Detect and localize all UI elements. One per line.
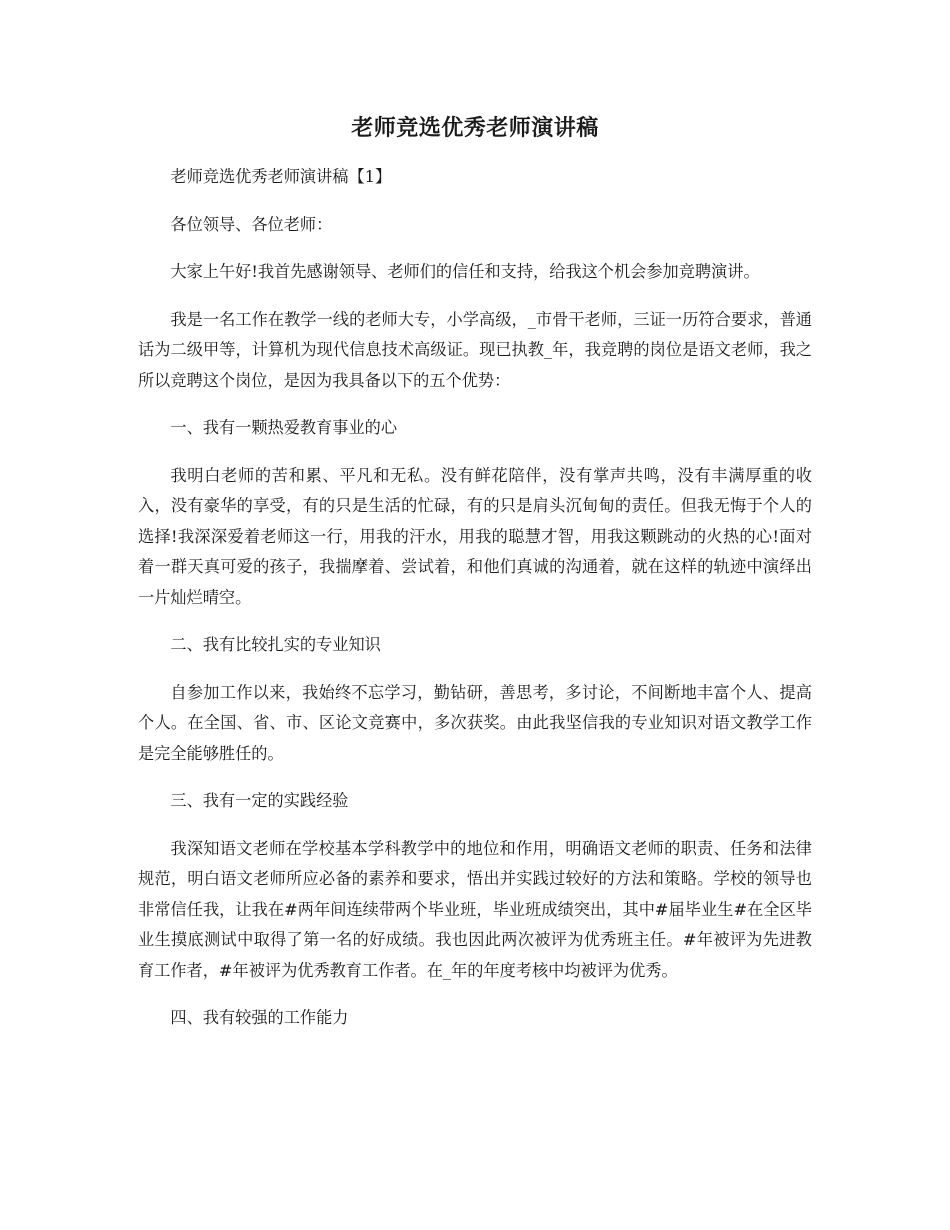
section-heading-2: 二、我有比较扎实的专业知识 (170, 635, 381, 654)
section-heading-3: 三、我有一定的实践经验 (170, 791, 349, 810)
section-body-1: 我明白老师的苦和累、平凡和无私。没有鲜花陪伴，没有掌声共鸣，没有丰满厚重的收入，没有豪华的享受，有的只是生活的忙碌，有的只是肩头沉甸甸的责任。但我无悔于个人的选择!我深深爱着老师这一行，用我的汗水，用我的聪慧才智，用我这颗跳动的火热的心!面对着一群天真可爱的孩子，我揣摩着、尝试着，和他们真诚的沟通着，就在这样的轨迹中演绎出一片灿烂晴空。 (138, 465, 812, 607)
document-page (138, 112, 812, 1051)
salutation-paragraph: 各位领导、各位老师： (170, 214, 333, 234)
section-heading-4: 四、我有较强的工作能力 (170, 1008, 349, 1027)
section-body-3: 我深知语文老师在学校基本学科教学中的地位和作用，明确语文老师的职责、任务和法律规范，明白语文老师所应必备的素养和要求，悟出并实践过较好的方法和策略。学校的领导也非常信任我，让我在#两年间连续带两个毕业班，毕业班成绩突出，其中#届毕业生#在全区毕业生摸底测试中取得了第一名的好成绩。我也因此两次被评为优秀班主任。#年被评为先进教育工作者，#年被评为优秀教育工作者。在_年的年度考核中均被评为优秀。 (138, 838, 812, 980)
intro-paragraph: 我是一名工作在教学一线的老师大专，小学高级，_市骨干老师，三证一历符合要求，普通话为二级甲等，计算机为现代信息技术高级证。现已执教_年，我竞聘的岗位是语文老师，我之所以竞聘这个岗位，是因为我具备以下的五个优势： (138, 309, 812, 390)
greeting-paragraph: 大家上午好!我首先感谢领导、老师们的信任和支持，给我这个机会参加竞聘演讲。 (170, 262, 760, 281)
document-title: 老师竞选优秀老师演讲稿 (351, 115, 599, 141)
section-heading-1: 一、我有一颗热爱教育事业的心 (170, 418, 398, 437)
section-body-2: 自参加工作以来，我始终不忘学习，勤钻研，善思考，多讨论，不间断地丰富个人、提高个人。在全国、省、市、区论文竞赛中，多次获奖。由此我坚信我的专业知识对语文教学工作是完全能够胜任的。 (138, 682, 812, 763)
subtitle-paragraph: 老师竞选优秀老师演讲稿【1】 (170, 167, 392, 186)
